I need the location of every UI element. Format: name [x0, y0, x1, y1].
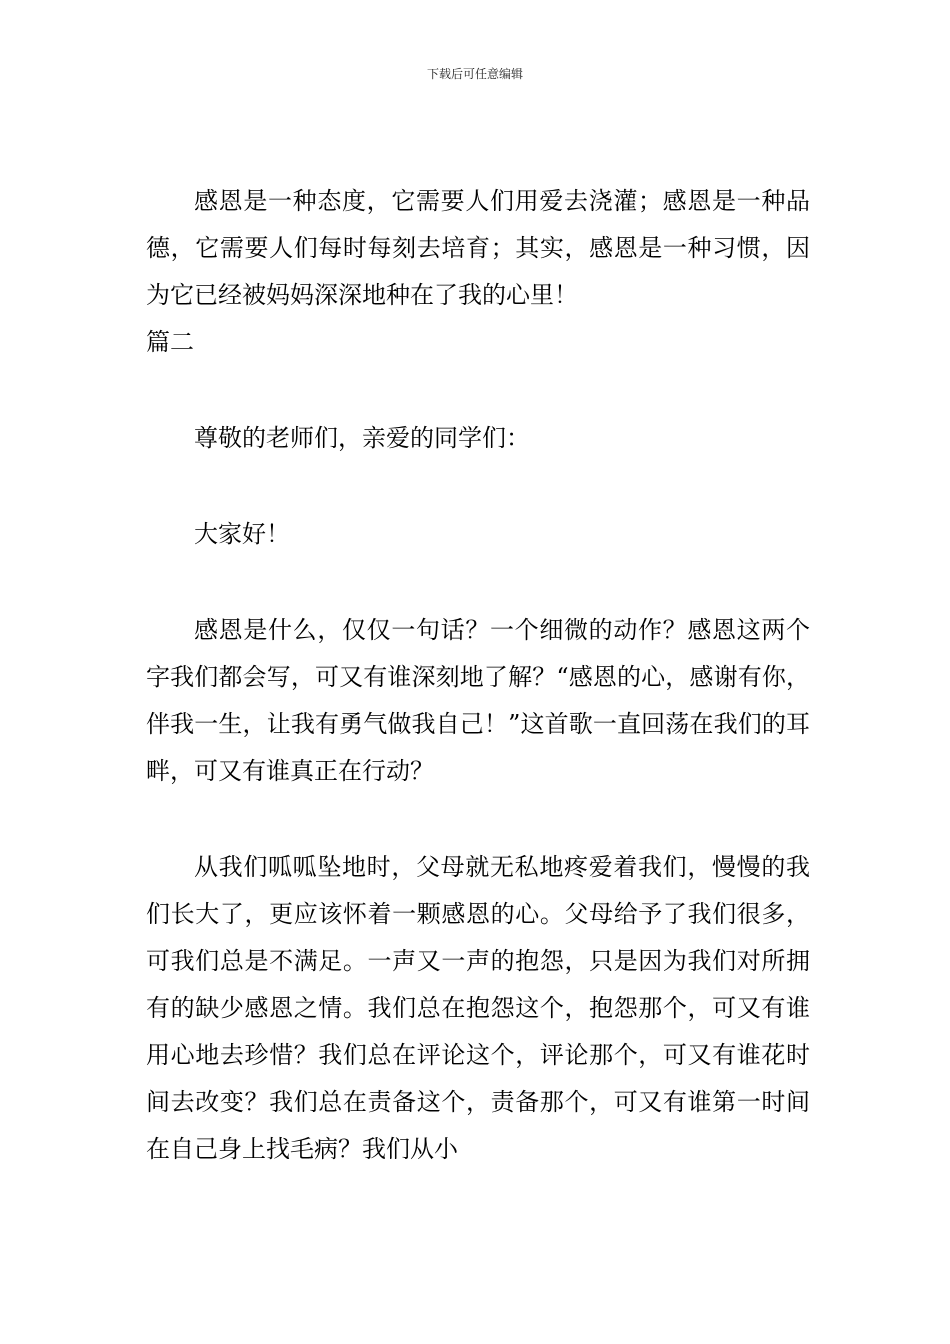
spacer	[146, 795, 810, 844]
greeting-line: 尊敬的老师们，亲爱的同学们：	[194, 424, 530, 452]
hello-line: 大家好！	[194, 520, 290, 548]
section-title: 篇二	[146, 328, 194, 356]
spacer	[146, 558, 810, 607]
document-body	[146, 178, 810, 1173]
page-header-note: 下载后可任意编辑	[426, 67, 523, 81]
spacer	[146, 462, 810, 511]
spacer	[146, 366, 810, 415]
paragraph-what-is-gratitude: 感恩是什么，仅仅一句话？一个细微的动作？感恩这两个字我们都会写，可又有谁深刻地了解？“感恩的心，感谢有你，伴我一生，让我有勇气做我自己！”这首歌一直回荡在我们的耳畔，可又有谁真正在行动？	[146, 616, 810, 785]
paragraph-gratitude-attitude: 感恩是一种态度，它需要人们用爱去浇灌；感恩是一种品德，它需要人们每时每刻去培育；其实，感恩是一种习惯，因为它已经被妈妈深深地种在了我的心里！	[146, 187, 810, 309]
paragraph-parents-love: 从我们呱呱坠地时，父母就无私地疼爱着我们，慢慢的我们长大了，更应该怀着一颗感恩的心。父母给予了我们很多，可我们总是不满足。一声又一声的抱怨，只是因为我们对所拥有的缺少感恩之情。我们总在抱怨这个，抱怨那个，可又有谁用心地去珍惜？我们总在评论这个，评论那个，可又有谁花时间去改变？我们总在责备这个，责备那个，可又有谁第一时间在自己身上找毛病？我们从小	[146, 853, 810, 1163]
